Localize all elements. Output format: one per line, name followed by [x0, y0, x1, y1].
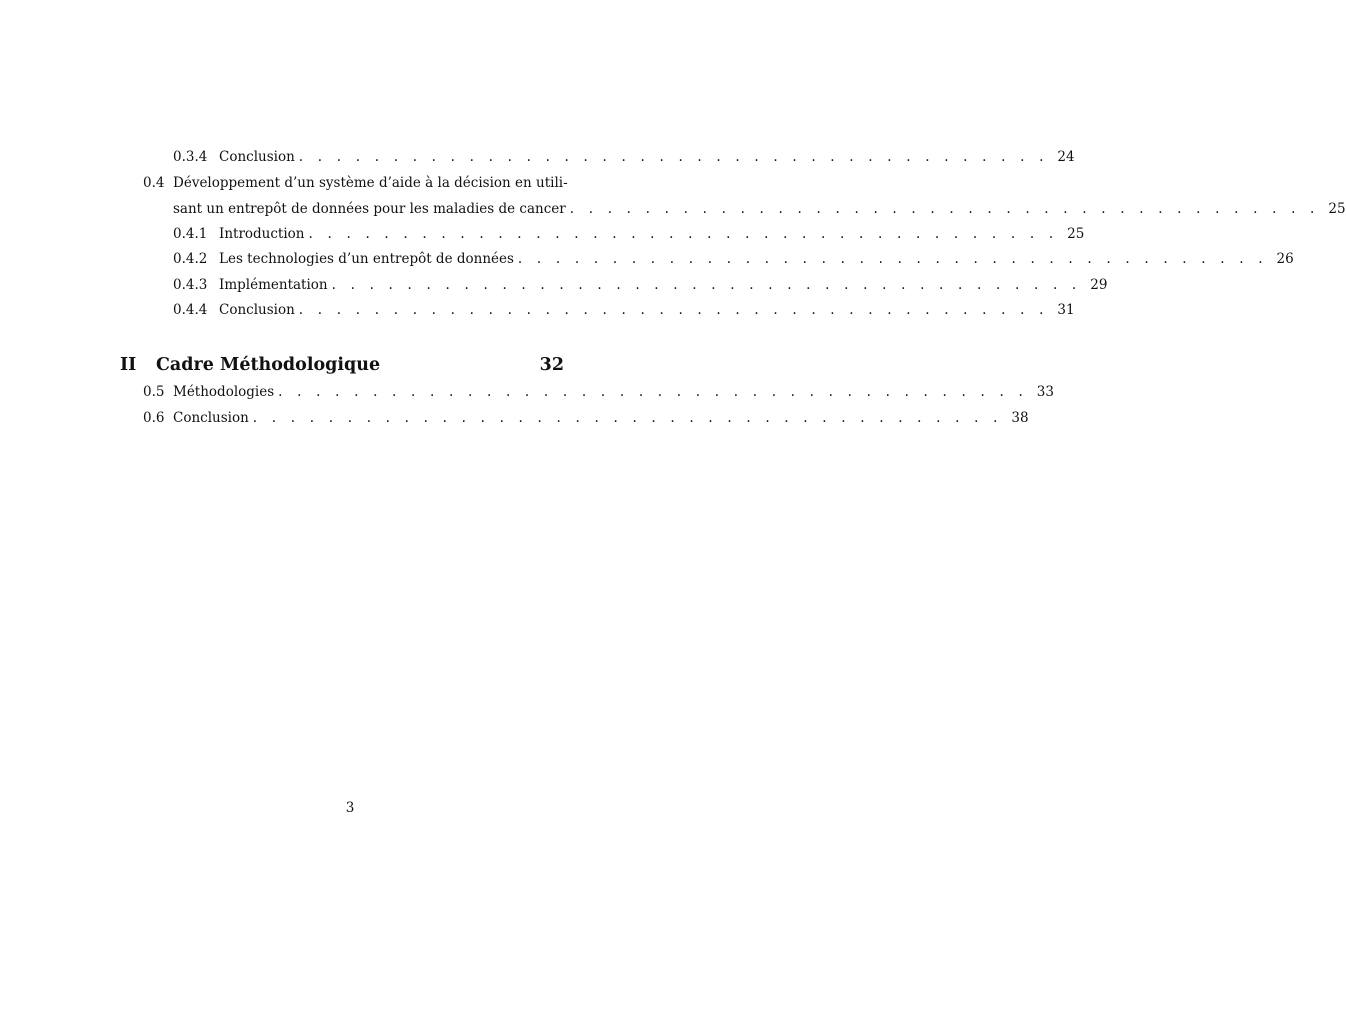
toc-entry-page: 38	[1011, 410, 1029, 426]
toc-entry-title: Introduction	[219, 226, 305, 242]
toc-part-heading[interactable]	[120, 352, 564, 378]
toc-entry-number: 0.6	[143, 410, 165, 426]
toc-entry-0-4-3[interactable]	[173, 275, 1108, 295]
toc-entry-title: Les technologies d’un entrepôt de données	[219, 251, 514, 267]
toc-entry-page: 25	[1328, 201, 1346, 217]
toc-entry-page: 33	[1036, 384, 1054, 400]
toc-entry-title: Méthodologies	[173, 384, 275, 400]
toc-entry-title-line2: sant un entrepôt de données pour les maladies de cancer	[173, 201, 566, 217]
toc-leader-dots: . . . . . . . . . . . . . . . . . . . . . . . . . . . . . . . . . . . . . . . .	[569, 201, 1320, 217]
toc-leader-dots: . . . . . . . . . . . . . . . . . . . . . . . . . . . . . . . . . . . . . . . .	[278, 384, 1028, 400]
toc-entry-title: Implémentation	[219, 277, 328, 293]
toc-entry-page: 24	[1057, 149, 1075, 165]
toc-leader-dots: . . . . . . . . . . . . . . . . . . . . . . . . . . . . . . . . . . . . . . . .	[331, 277, 1082, 293]
toc-entry-0-5[interactable]	[143, 382, 1054, 402]
toc-entry-0-4-continued[interactable]	[173, 199, 1346, 219]
toc-entry-title-line1: Développement d’un système d’aide à la décision en utili-	[173, 175, 568, 191]
toc-entry-number: 0.4.4	[173, 302, 208, 318]
toc-leader-dots: . . . . . . . . . . . . . . . . . . . . . . . . . . . . . . . . . . . . . . . .	[252, 410, 1003, 426]
toc-leader-dots: . . . . . . . . . . . . . . . . . . . . . . . . . . . . . . . . . . . . . . . .	[298, 149, 1049, 165]
page-number: 3	[345, 800, 355, 816]
part-number: II	[120, 355, 137, 375]
toc-entry-0-4-1[interactable]	[173, 224, 1085, 244]
part-page: 32	[539, 355, 564, 375]
toc-entry-number: 0.4	[143, 175, 165, 191]
part-title: Cadre Méthodologique	[156, 355, 381, 375]
toc-leader-dots: . . . . . . . . . . . . . . . . . . . . . . . . . . . . . . . . . . . . . . . .	[308, 226, 1059, 242]
toc-entry-0-6[interactable]	[143, 408, 1029, 428]
toc-entry-number: 0.4.2	[173, 251, 208, 267]
toc-entry-page: 31	[1057, 302, 1075, 318]
toc-entry-page: 29	[1090, 277, 1108, 293]
toc-entry-page: 25	[1067, 226, 1085, 242]
toc-entry-number: 0.3.4	[173, 149, 208, 165]
toc-leader-dots: . . . . . . . . . . . . . . . . . . . . . . . . . . . . . . . . . . . . . . . .	[298, 302, 1049, 318]
toc-entry-number: 0.5	[143, 384, 165, 400]
toc-entry-title: Conclusion	[173, 410, 249, 426]
toc-entry-number: 0.4.1	[173, 226, 208, 242]
toc-leader-dots: . . . . . . . . . . . . . . . . . . . . . . . . . . . . . . . . . . . . . . . .	[517, 251, 1268, 267]
toc-entry-0-4-2[interactable]	[173, 249, 1294, 269]
toc-entry-title: Conclusion	[219, 302, 295, 318]
toc-entry-0-4-4[interactable]	[173, 300, 1075, 320]
toc-entry-number: 0.4.3	[173, 277, 208, 293]
toc-entry-page: 26	[1276, 251, 1294, 267]
toc-entry-title: Conclusion	[219, 149, 295, 165]
toc-entry-0-4[interactable]	[143, 173, 568, 193]
toc-entry-0-3-4[interactable]	[173, 147, 1075, 167]
